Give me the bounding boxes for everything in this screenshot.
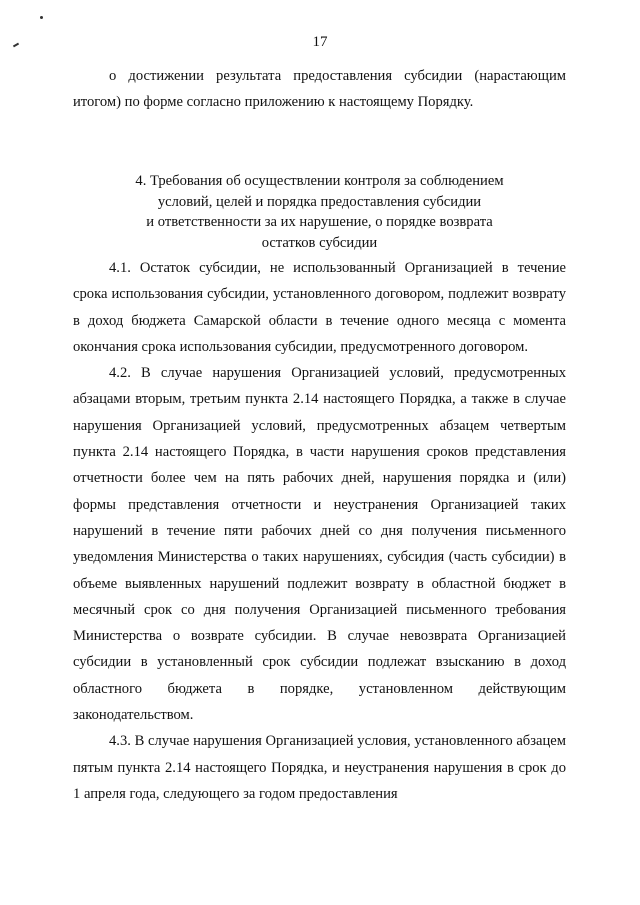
paragraph-4-3: 4.3. В случае нарушения Организацией условия, установленного абзацем пятым пункта 2.14 настоящего Порядка, и неустранения нарушения в срок до 1 апреля года, следующего за годом предоставления [73, 733, 566, 802]
paragraph-4-2: 4.2. В случае нарушения Организацией условий, предусмотренных абзацами вторым, третьим пункта 2.14 настоящего Порядка, а также в случае нарушения Организацией условий, предусмотренных абзацем четвертым пункта 2.14 настоящего Порядка, в части нарушения сроков представления отчетности более чем на пять рабочих дней, нарушения порядка и (или) формы представления отчетности и неустранения Организацией таких нарушений в течение пяти рабочих дней со дня получения письменного уведомления Министерства о таких нарушениях, субсидия (часть субсидии) в объеме выявленных нарушений подлежит возврату в областной бюджет в месячный срок со дня получения Организацией письменного требования Министерства о возврате субсидии. В случае невозврата Организацией субсидии в установленный срок субсидии подлежат взысканию в доход областного бюджета в порядке, установленном действующим законодательством. [73, 365, 566, 724]
heading-line: условий, целей и порядка предоставления субсидии [157, 193, 482, 210]
page-number: 17 [312, 34, 328, 50]
intro-continuation [73, 63, 566, 116]
heading-line: остатков субсидии [261, 234, 378, 251]
scan-speck [40, 16, 43, 19]
paragraph-4-1: 4.1. Остаток субсидии, не использованный Организацией в течение срока использования субсидии, установленного договором, подлежит возврату в доход бюджета Самарской области в течение одного месяца с момента окончания срока использования субсидии, предусмотренного договором. [73, 260, 566, 355]
intro-paragraph: о достижении результата предоставления субсидии (нарастающим итогом) по форме согласно приложению к настоящему Порядку. [73, 68, 566, 111]
section-body [73, 255, 566, 807]
section-heading [73, 171, 566, 253]
heading-line: 4. Требования об осуществлении контроля за соблюдением [135, 173, 504, 189]
heading-line: и ответственности за их нарушение, о порядке возврата [146, 214, 493, 230]
